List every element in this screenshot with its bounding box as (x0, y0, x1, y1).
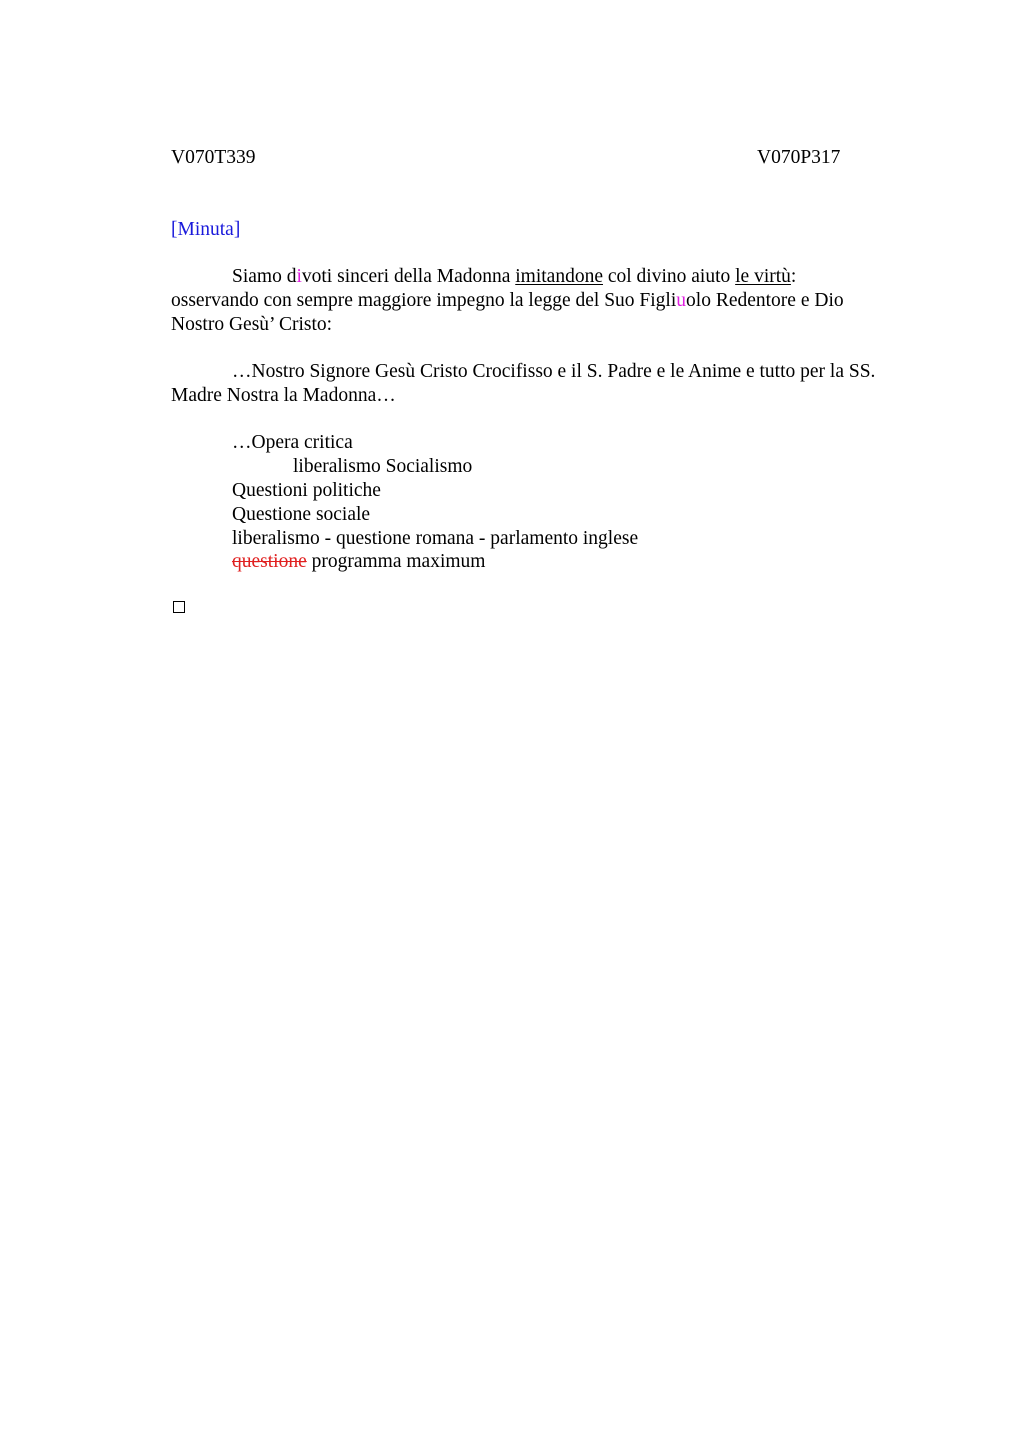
end-marker-box (173, 601, 185, 613)
text-segment: programma maximum (306, 551, 486, 572)
minuta-label: [Minuta] (171, 219, 241, 240)
text-segment: Siamo d (232, 266, 297, 287)
list-item: liberalismo Socialismo (293, 456, 473, 477)
list-item: liberalismo - questione romana - parlamento inglese (232, 528, 639, 549)
document-ref-right: V070P317 (757, 147, 841, 168)
paragraph-1-line-3: Nostro Gesù’ Cristo: (171, 314, 333, 335)
paragraph-1-line-1 (232, 265, 796, 289)
document-ref-left: V070T339 (171, 147, 256, 168)
text-segment: osservando con sempre maggiore impegno la legge del Suo Figli (171, 290, 677, 311)
list-item: Questione sociale (232, 504, 371, 525)
text-segment: : (790, 266, 797, 287)
text-segment: olo Redentore e Dio (686, 290, 844, 311)
underlined-word: imitandone (515, 266, 603, 287)
list-item: Questioni politiche (232, 480, 381, 501)
list-item (232, 550, 485, 574)
list-item: …Opera critica (232, 432, 353, 453)
inserted-letter: u (676, 290, 687, 311)
paragraph-2-line-2: Madre Nostra la Madonna… (171, 385, 396, 406)
text-segment: voti sinceri della Madonna (301, 266, 516, 287)
paragraph-2-line-1: …Nostro Signore Gesù Cristo Crocifisso e il S. Padre e le Anime e tutto per la SS. (232, 361, 876, 382)
paragraph-1-line-2 (171, 289, 844, 313)
deleted-word: questione (232, 551, 307, 572)
inserted-letter: i (296, 266, 302, 287)
text-segment: col divino aiuto (602, 266, 736, 287)
underlined-phrase: le virtù (735, 266, 791, 287)
